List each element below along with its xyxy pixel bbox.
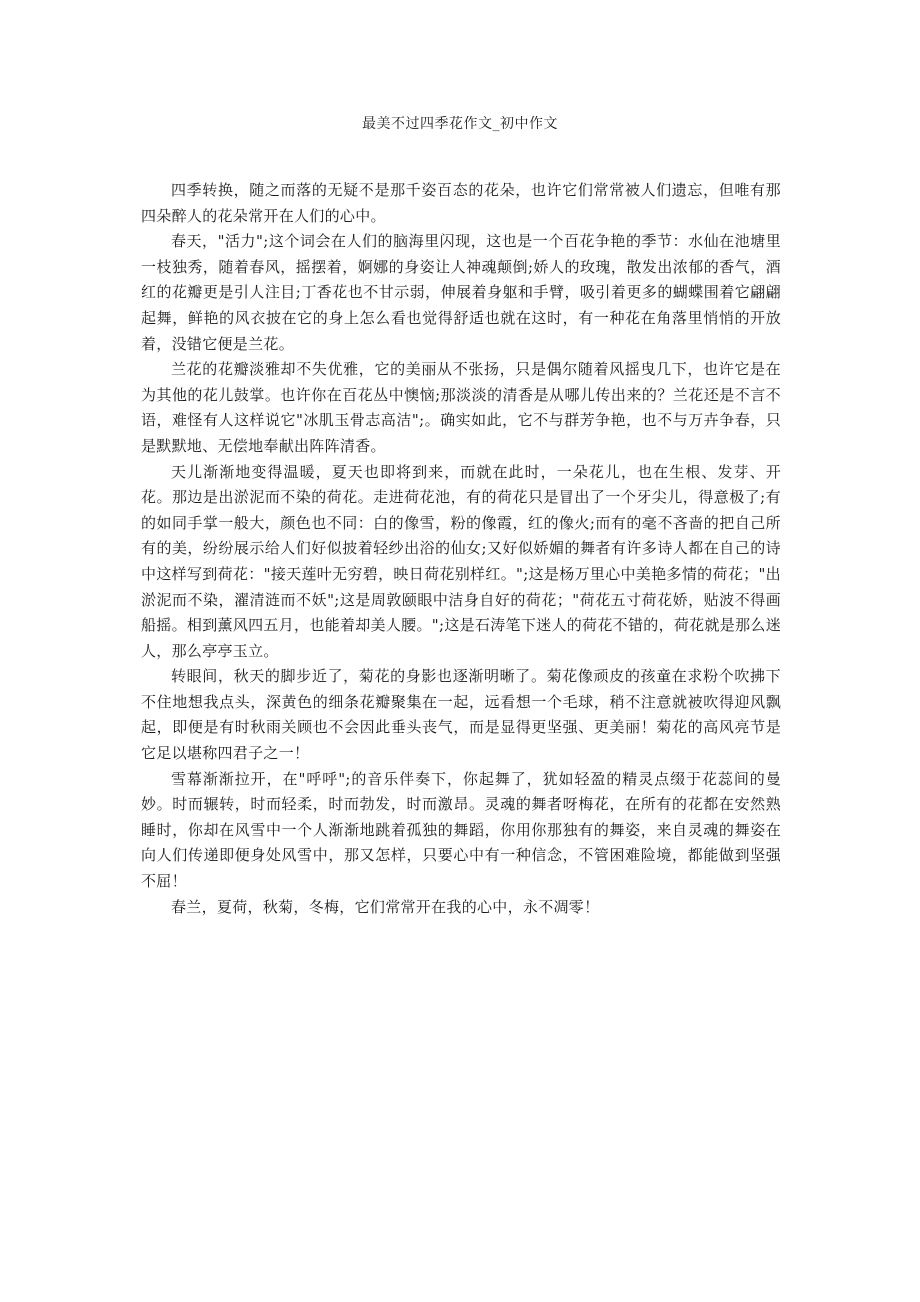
page-title: 最美不过四季花作文_初中作文: [362, 116, 558, 132]
paragraph-orchid: 兰花的花瓣淡雅却不失优雅，它的美丽从不张扬，只是偶尔随着风摇曳几下，也许它是在为其他的花儿鼓掌。也许你在百花丛中懊恼;那淡淡的清香是从哪儿传出来的？兰花还是不言不语，难怪有人这样说它"冰肌玉骨志高洁";。确实如此，它不与群芳争艳，也不与万卉争春，只是默默地、无偿地奉献出阵阵清香。: [141, 360, 781, 455]
paragraph-summer-lotus: 天儿渐渐地变得温暖，夏天也即将到来，而就在此时，一朵花儿，也在生根、发芽、开花。那边是出淤泥而不染的荷花。走进荷花池，有的荷花只是冒出了一个牙尖儿，得意极了;有的如同手掌一般大，颜色也不同：白的像雪，粉的像霞，红的像火;而有的毫不吝啬的把自己所有的美，纷纷展示给人们好似披着轻纱出浴的仙女;又好似娇媚的舞者有许多诗人都在自己的诗中这样写到荷花："接天莲叶无穷碧，映日荷花别样红。";这是杨万里心中美艳多情的荷花；"出淤泥而不染，濯清涟而不妖";这是周敦颐眼中洁身自好的荷花；"荷花五寸荷花娇，贴波不得画船摇。相到薰风四五月，也能着却美人腰。";这是石涛笔下迷人的荷花不错的，荷花就是那么迷人，那么亭亭玉立。: [141, 462, 781, 660]
paragraph-winter-plum: 雪幕渐渐拉开，在"呼呼";的音乐伴奏下，你起舞了，犹如轻盈的精灵点缀于花蕊间的曼妙。时而辗转，时而轻柔，时而勃发，时而激昂。灵魂的舞者呀梅花，在所有的花都在安然熟睡时，你却在风雪中一个人渐渐地跳着孤独的舞蹈，你用你那独有的舞姿，来自灵魂的舞姿在向人们传递即便身处风雪中，那又怎样，只要心中有一种信念，不管困难险境，都能做到坚强不屈！: [141, 769, 781, 891]
paragraph-autumn-chrysanthemum: 转眼间，秋天的脚步近了，菊花的身影也逐渐明晰了。菊花像顽皮的孩童在求粉个吹拂下不住地想我点头，深黄色的细条花瓣聚集在一起，远看想一个毛球，稍不注意就被吹得迎风飘起，即便是有时秋雨关顾也不会因此垂头丧气，而是显得更坚强、更美丽！菊花的高风亮节是它足以堪称四君子之一！: [141, 667, 781, 763]
paragraph-spring: 春天，"活力";这个词会在人们的脑海里闪现，这也是一个百花争艳的季节：水仙在池塘里一枝独秀，随着春风，摇摆着，婀娜的身姿让人神魂颠倒;娇人的玫瑰，散发出浓郁的香气，酒红的花瓣更是引人注目;丁香花也不甘示弱，伸展着身躯和手臂，吸引着更多的蝴蝶围着它翩翩起舞，鲜艳的风衣披在它的身上怎么看也觉得舒适也就在这时，有一种花在角落里悄悄的开放着，没错它便是兰花。: [141, 232, 781, 353]
paragraph-conclusion: 春兰，夏荷，秋菊，冬梅，它们常常开在我的心中，永不凋零！: [171, 897, 600, 916]
article-body: [141, 178, 781, 920]
paragraph-intro: 四季转换，随之而落的无疑不是那千姿百态的花朵，也许它们常常被人们遗忘，但唯有那四朵醉人的花朵常开在人们的心中。: [141, 181, 781, 225]
